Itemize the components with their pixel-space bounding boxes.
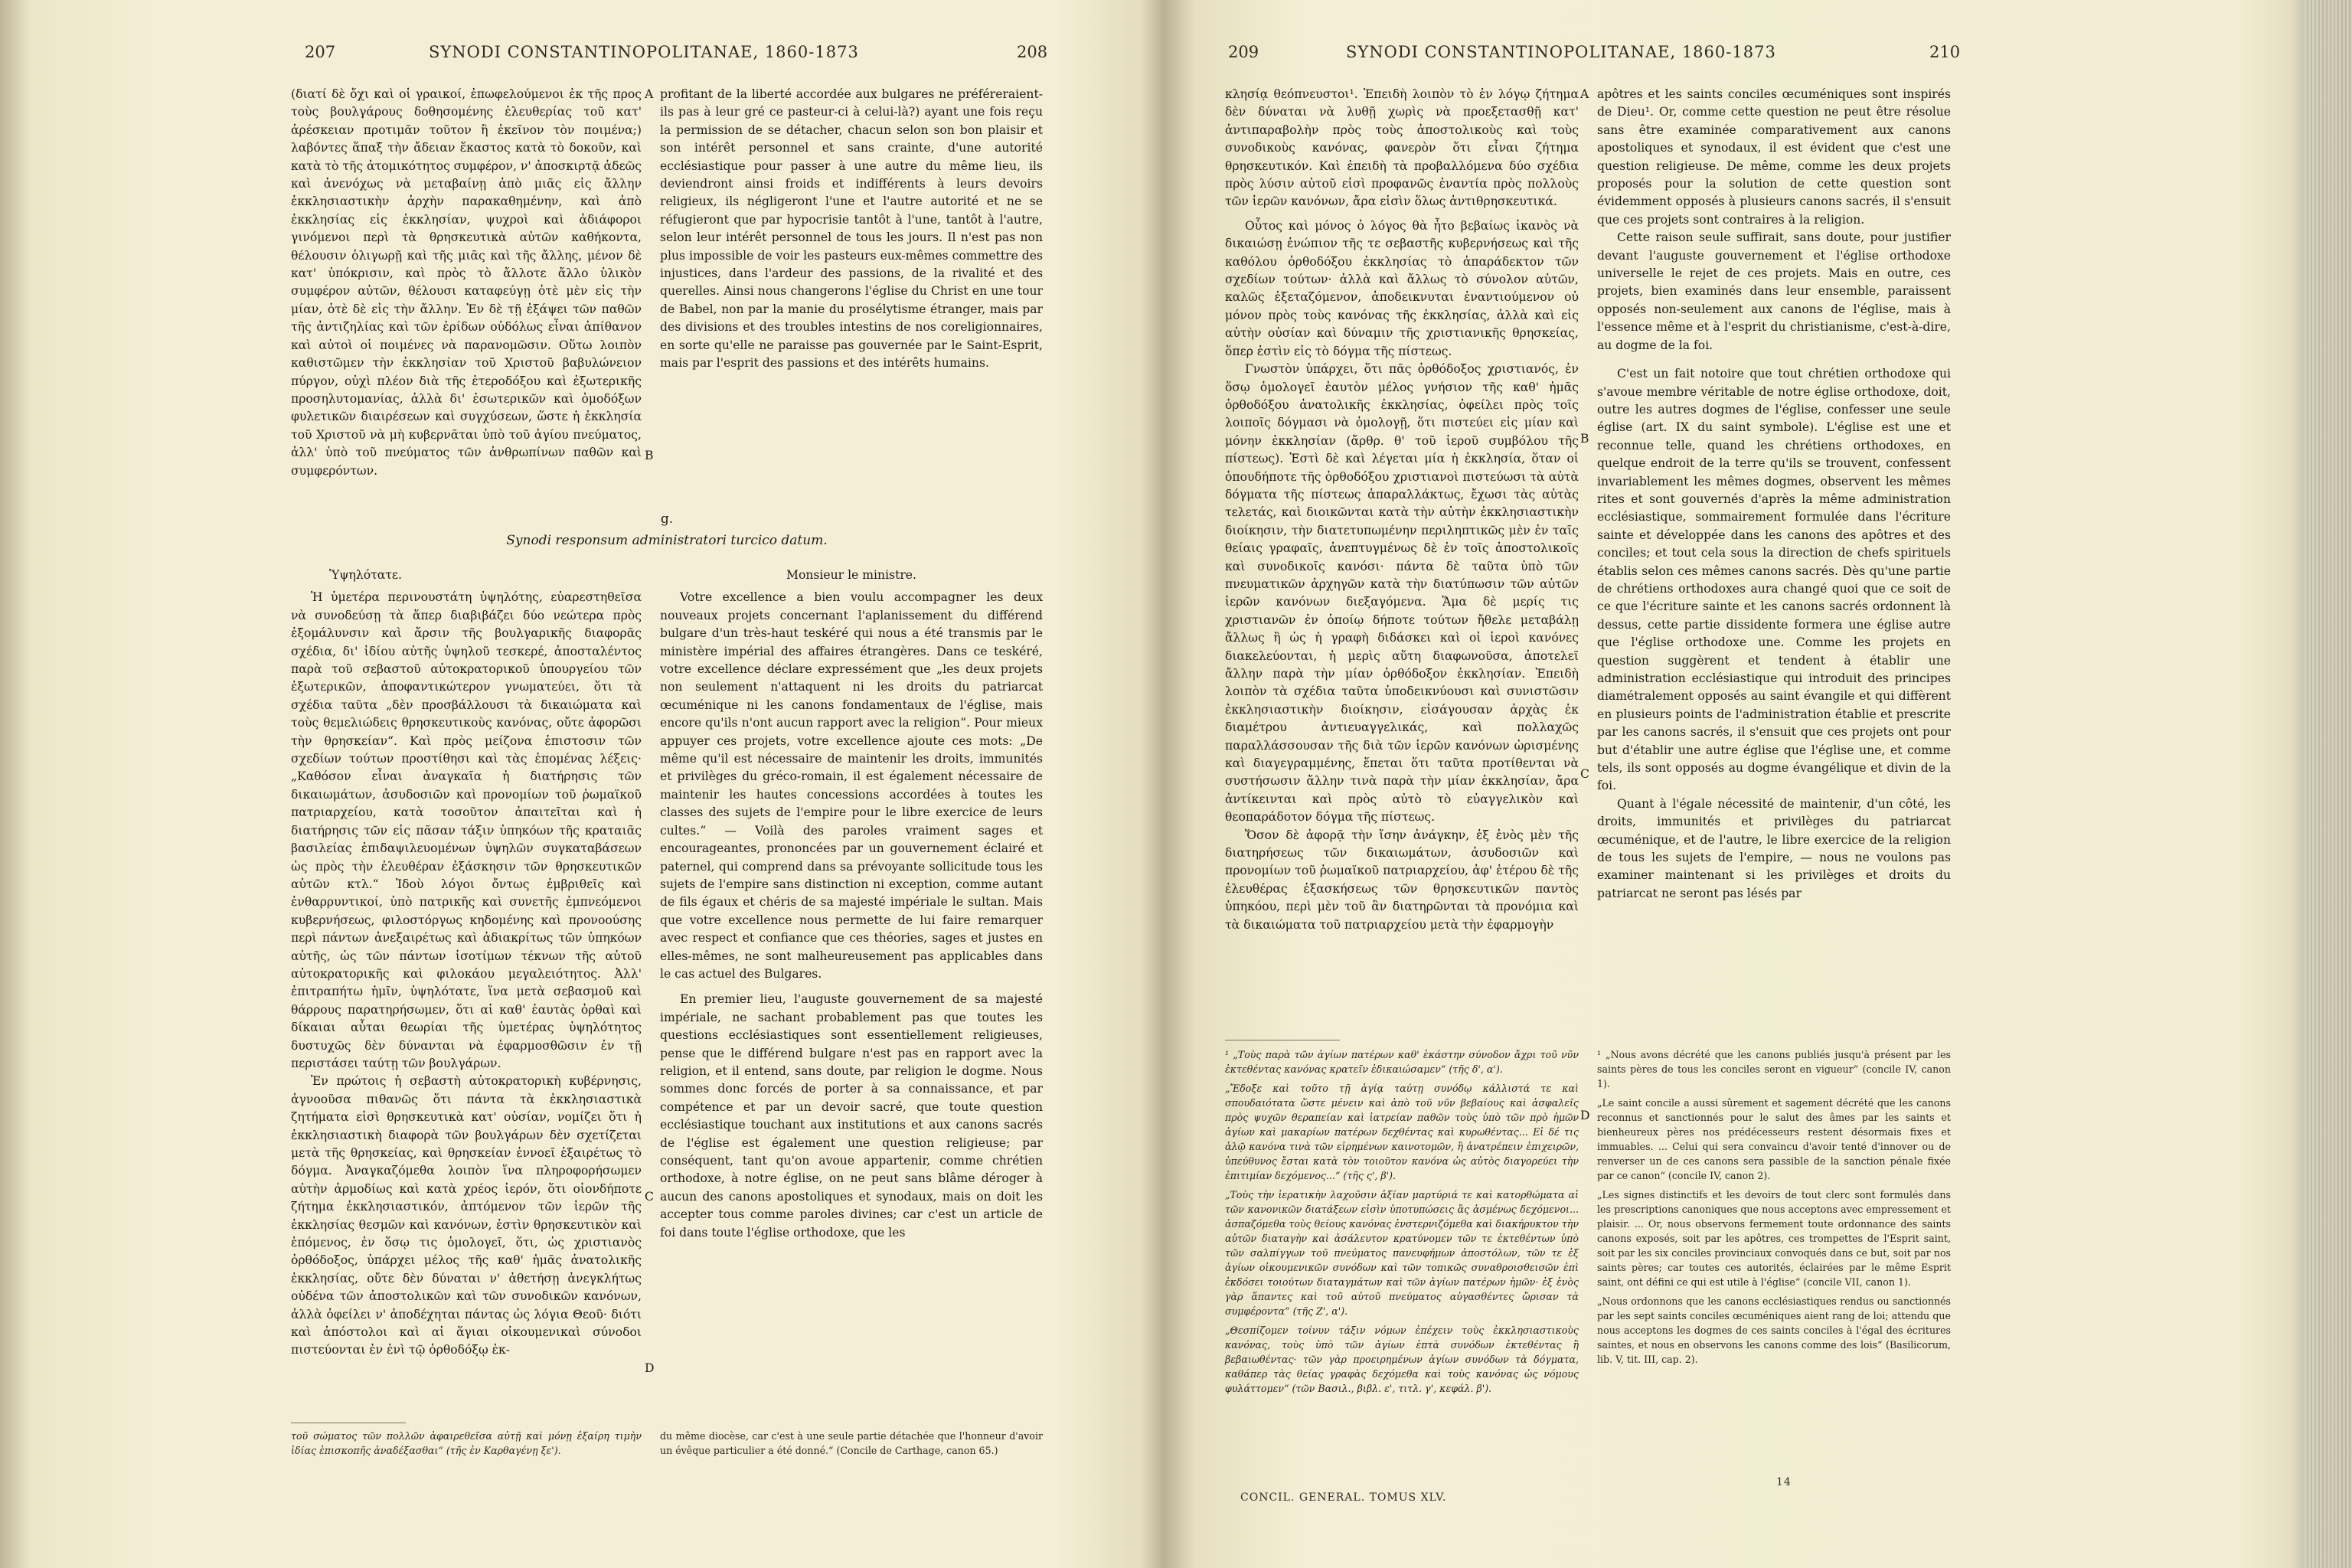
page-number: 208 [1017,43,1048,61]
section-number: g. [660,511,674,527]
margin-marker: B [1580,432,1589,446]
section-title: Synodi responsum administratori turcico datum. [506,533,828,548]
footnote-text: τοῦ σώματος τῶν πολλῶν ἀφαιρεθεῖσα αὐτῇ καὶ μόνῃ ἐξαίρη τιμὴν ἰδίας ἐπισκοπῆς ἀναδέξασθαι“ (τῆς ἐν Καρθαγένῃ ξε'). [291,1430,642,1456]
footnote-text: „Nous ordonnons que les canons ecclésiastiques rendus ou sanctionnés par les sept saints conciles œcuméniques aient rang de loi; attendu que nous acceptons les dogmes de ces saints conciles à l'égal des écritures saintes, et nous en observons les canons comme des lois“ (Basilicorum, lib. V, tit. III, cap. 2). [1597,1295,1951,1365]
greek-paragraph: κλησίᾳ θεόπνευστοι¹. Ἐπειδὴ λοιπὸν τὸ ἐν λόγῳ ζήτημα δὲν δύναται νὰ λυθῇ χωρὶς νὰ προεξετασθῇ κατ' ἀντιπαραβολὴν πρὸς τοὺς ἀποστολικοὺς καὶ τοὺς συνοδικοὺς κανόνας, φανερὸν ὅτι εἶναι ζήτημα θρησκευτικόν. Καὶ ἐπειδὴ τὰ προβαλλόμενα δύο σχέδια πρὸς λύσιν αὐτοῦ εἰσὶ προφανῶς ἐναντία πρὸς πολλοὺς τῶν ἱερῶν κανόνων, ἄρα εἰσὶν ὅλως ἀντιθρησκευτικά. [1225,87,1579,209]
french-paragraph: apôtres et les saints conciles œcuméniques sont inspirés de Dieu¹. Or, comme cette question ne peut être résolue sans être examinée comparativement aux canons apostoliques et synodaux, il est évident que c'est une question religieuse. De même, comme les deux projets proposés pour la solution de cette question sont évidemment opposés à plusieurs canons sacrés, il s'ensuit que ces projets sont contraires à la religion. [1597,87,1951,227]
greek-paragraph: Ἐν πρώτοις ἡ σεβαστὴ αὐτοκρατορικὴ κυβέρνησις, ἀγνοοῦσα πιθανῶς ὅτι πάντα τὰ ἐκκλησιαστικὰ ζητήματα εἰσὶ θρησκευτικὰ κατ' οὐσίαν, νομίζει ὅτι ἡ ἐκκλησιαστικὴ διαφορὰ τῶν βουλγάρων δὲν σχετίζεται μετὰ τῆς θρησκείας, καὶ θρησκείαν ἐννοεῖ ἐξαιρέτως τὸ δόγμα. Ἀναγκαζόμεθα λοιπὸν ἵνα πληροφορήσωμεν αὐτὴν ἁρμοδίως καὶ κατὰ χρέος ἱερόν, ὅτι οἱονδήποτε ζήτημα ἐκκλησιαστικόν, ἀπτόμενον τῶν ἱερῶν τῆς ἐκκλησίας θεσμῶν καὶ κανόνων, ἐστὶν θρησκευτικὸν καὶ ἑπόμενος, ἐν ὅσῳ τις ὁμολογεῖ, ὅτι, ὡς χριστιανὸς ὀρθόδοξος, ὑπάρχει μέλος τῆς καθ' ἡμᾶς ἀνατολικῆς ἐκκλησίας, οὔτε δὲν δύναται ν' ἀθετήσῃ ἀνεγκλήτως οὐδένα τῶν ἀποστολικῶν καὶ τῶν συνοδικῶν κανόνων, ἀλλὰ ὀφείλει ν' ἀποδέχηται πάντας ὡς λόγια Θεοῦ· διότι καὶ ἀπόστολοι καὶ αἱ ἅγιαι οἰκουμενικαὶ σύνοδοι πιστεύονται ἐν ἑνὶ τῷ ὀρθοδόξῳ ἐκ- [291,1074,642,1357]
french-column [1597,86,1951,903]
greek-salutation: Ὑψηλότατε. [329,568,402,582]
running-head: SYNODI CONSTANTINOPOLITANAE, 1860-1873 [1346,43,1776,61]
footnote-text: „Θεσπίζομεν τοίνυν τάξιν νόμων ἐπέχειν τοὺς ἐκκλησιαστικοὺς κανόνας, τοὺς ὑπὸ τῶν ἁγίων ἑπτὰ συνόδων ἐκτεθέντας ἢ βεβαιωθέντας· τῶν γὰρ προειρημένων ἁγίων συνόδων τὰ δόγματα, καθάπερ τὰς θείας γραφὰς δεχόμεθα καὶ τοὺς κανόνας ὡς νόμους φυλάττομεν“ (τῶν Βασιλ., βιβλ. ε', τιτλ. γ', κεφάλ. β'). [1225,1325,1579,1394]
running-head: SYNODI CONSTANTINOPOLITANAE, 1860-1873 [429,43,859,61]
greek-footnotes [1225,1047,1579,1400]
margin-marker: A [1580,87,1589,101]
footnote-text: „Ἔδοξε καὶ τοῦτο τῇ ἁγίᾳ ταύτῃ συνόδῳ κάλλιστά τε καὶ σπουδαιότατα ὥστε μένειν καὶ ἀπὸ τοῦ νῦν βεβαίους καὶ ἀσφαλεῖς πρὸς ψυχῶν θεραπείαν καὶ ἰατρείαν παθῶν τοὺς ὑπὸ τῶν πρὸ ἡμῶν ἁγίων καὶ μακαρίων πατέρων δεχθέντας καὶ κυρωθέντας... Εἰ δέ τις ἁλῷ κανόνα τινὰ τῶν εἰρημένων καινοτομῶν, ἢ ἀνατρέπειν ἐπιχειρῶν, ὑπεύθυνος ἔσται κατὰ τὸν τοιοῦτον κανόνα ὡς αὐτὸς διαγορεύει τὴν ἐπιτιμίαν δεχόμενος...“ (τῆς ς', β'). [1225,1083,1579,1181]
french-paragraph: profitant de la liberté accordée aux bulgares ne préféreraient-ils pas à leur gré ce pasteur-ci à celui-là?) ayant une fois reçu la permission de se détacher, chacun selon son bon plaisir et son intérêt personnel et sans crainte, d'une autorité ecclésiastique pour passer à une autre du même lieu, ils deviendront ainsi froids et indifférents à leurs devoirs religieux, ils négligeront l'une et l'autre autorité et ne se réfugieront que par hypocrisie tantôt à l'une, tantôt à l'autre, selon leur intérêt personnel de tous les jours. Il n'est pas non plus impossible de voir les pasteurs eux-mêmes commettre des injustices, dans l'ardeur des passions, de la rivalité et des querelles. Ainsi nous changerons l'église du Christ en une tour de Babel, non par la manie du prosélytisme étranger, mais par des divisions et des troubles intestins de nos coreligionnaires, en sorte qu'elle ne paraisse pas gouvernée par le Saint-Esprit, mais par l'esprit des passions et des intérêts humains. [660,87,1043,371]
margin-marker: C [645,1190,654,1204]
french-footnote [660,1429,1043,1462]
margin-marker: D [645,1361,655,1375]
signature-number: 14 [1776,1476,1792,1488]
footnote-text: „Les signes distinctifs et les devoirs de tout clerc sont formulés dans les prescriptions canoniques que nous acceptons avec empressement et plaisir. ... Or, nous observons fermement toute ordonnance des saints canons exposés, soit par les apôtres, ces trompettes de l'Esprit saint, soit par les six conciles provinciaux convoqués dans ce but, soit par nos saints pères; car toutes ces autorités, éclairées par le même Esprit saint, ont défini ce qui est utile à l'église“ (concile VII, canon 1). [1597,1189,1951,1288]
greek-footnote [291,1429,642,1462]
greek-paragraph: Ὅσον δὲ ἀφορᾷ τὴν ἴσην ἀνάγκην, ἐξ ἑνὸς μὲν τῆς διατηρήσεως τῶν δικαιωμάτων, ἀσυδοσιῶν καὶ προνομίων τοῦ ῥωμαϊκοῦ πατριαρχείου, ἀφ' ἑτέρου δὲ τῆς ἐλευθέρας ἐξασκήσεως τῶν θρησκευτικῶν παντὸς ὑπηκόου, περὶ μὲν τοῦ ἂν διατηρῶνται τὰ προνόμια καὶ τὰ δικαιώματα τοῦ πατριαρχείου μετὰ τὴν ἐφαρμογὴν [1225,828,1579,932]
left-page [0,0,1164,1568]
footnote-text: ¹ „Τοὺς παρὰ τῶν ἁγίων πατέρων καθ' ἑκάστην σύνοδον ἄχρι τοῦ νῦν ἐκτεθέντας κανόνας κρατεῖν ἐδικαιώσαμεν“ (τῆς δ', α'). [1225,1049,1579,1075]
greek-paragraph: Γνωστὸν ὑπάρχει, ὅτι πᾶς ὀρθόδοξος χριστιανός, ἐν ὅσῳ ὁμολογεῖ ἑαυτὸν μέλος γνήσιον τῆς καθ' ἡμᾶς ὀρθοδόξου ἀνατολικῆς ἐκκλησίας, ὀφείλει πρὸς τοῖς λοιποῖς δόγμασι νὰ ὁμολογῇ, ὅτι πιστεύει εἰς μίαν καὶ μόνην ἐκκλησίαν (ἄρθρ. θ' τοῦ ἱεροῦ συμβόλου τῆς πίστεως). Ἐστὶ δὲ καὶ λέγεται μία ἡ ἐκκλησία, ὅταν οἱ ὁπουδήποτε τῆς ὀρθοδόξου χριστιανοὶ πιστεύωσι τὰ αὐτὰ δόγματα τῆς πίστεως ἀπαραλλάκτως, ἔχωσι τὰς αὐτὰς τελετάς, καὶ διοικῶνται κατὰ τὴν αὐτὴν ἐκκλησιαστικὴν διοίκησιν, τὴν διατετυπωμένην περιληπτικῶς μὲν ἐν ταῖς θείαις γραφαῖς, ἀνεπτυγμένως δὲ ἐν τοῖς ἀποστολικοῖς καὶ συνοδικοῖς κανόσι· πάντα δὲ ταῦτα ὑπὸ τῶν πνευματικῶν ἀρχηγῶν κατὰ τὴν διατύπωσιν τῶν αὐτῶν ἱερῶν κανόνων διεξαγόμενα. Ἅμα δὲ μερίς τις χριστιανῶν ἐν ὁποίῳ δήποτε τούτων ἤθελε μεταβάλῃ ἄλλως ἢ ὡς ἡ γραφὴ διδάσκει καὶ οἱ ἱεροὶ κανόνες διακελεύονται, ἡ μερὶς αὕτη διαφωνοῦσα, ἀποτελεῖ ἄλλην παρὰ τὴν μίαν ὀρθόδοξον ἐκκλησίαν. Ἐπειδὴ λοιπὸν τὰ σχέδια ταῦτα ὑποδεικνύουσι καὶ συνιστῶσιν ἐκκλησιαστικὴν διοίκησιν, εἰσάγουσαν ἀρχὰς ἐκ διαμέτρου ἀντιευαγγελικάς, καὶ πολλαχῶς παραλλάσσουσαν τῆς διὰ τῶν ἱερῶν κανόνων ὡρισμένης καὶ διαγεγραμμένης, ἕπεται ὅτι ταῦτα προτίθενται νὰ συστήσωσιν ἄλλην τινὰ παρὰ τὴν μίαν ἐκκλησίαν, ἄρα ἀντίκεινται καὶ πρὸς αὐτὸ τὸ εὐαγγελικὸν καὶ θεοπαράδοτον δόγμα τῆς πίστεως. [1225,362,1579,825]
page-number: 209 [1228,43,1259,61]
page-number: 210 [1929,43,1961,61]
french-paragraph: En premier lieu, l'auguste gouvernement de sa majesté impériale, ne sachant probablement pas que toutes les questions ecclésiastiques sont essentiellement religieuses, pense que le différend bulgare n'est pas en rapport avec la religion, et il entend, sans doute, par religion le dogme. Nous sommes donc forcés de porter à sa connaissance, et par compétence et par un devoir sacré, que toute question ecclésiastique touchant aux institutions et aux canons sacrés de l'église est également une question religieuse; par conséquent, tant qu'on avoue appartenir, comme chrétien orthodoxe, à notre église, on ne peut sans blâme déroger à aucun des canons apostoliques et synodaux, mais on doit les accepter tous comme paroles divines; car c'est un article de foi dans toute l'église orthodoxe, que les [660,992,1043,1240]
french-paragraph: Votre excellence a bien voulu accompagner les deux nouveaux projets concernant l'aplanissement du différend bulgare d'un très-haut teskéré qui nous a été transmis par le ministère impérial des affaires étrangères. Dans ce teskéré, votre excellence déclare expressément que „les deux projets non seulement n'attaquent ni les droits du patriarcat œcuménique ni les canons fondamentaux de l'église, mais encore qu'ils n'ont aucun rapport avec la religion“. Pour mieux appuyer ces projets, votre excellence ajoute ces mots: „De même qu'il est nécessaire de maintenir les droits, immunités et privilèges du gréco-romain, il est également nécessaire de maintenir les hautes concessions accordées à toutes les classes des sujets de l'empire pour le libre exercice de leurs cultes.“ — Voilà des paroles vraiment sages et encourageantes, prononcées par un gouvernement éclairé et paternel, qui comprend dans sa prévoyante sollicitude tous les sujets de l'empire sans distinction ni exception, comme autant de fils égaux et chéris de sa majesté impériale le sultan. Mais que votre excellence nous permette de lui faire remarquer avec respect et confiance que ces théories, sages et justes en elles-mêmes, ne sont malheureusement pas applicables dans le cas actuel des Bulgares. [660,590,1043,981]
greek-paragraph: Οὗτος καὶ μόνος ὁ λόγος θὰ ἦτο βεβαίως ἱκανὸς νὰ δικαιώσῃ ἐνώπιον τῆς τε σεβαστῆς κυβερνήσεως καὶ τῆς καθόλου ὀρθοδόξου ἐκκλησίας τὸ ἀπαράδεκτον τῶν σχεδίων τούτων· ἀλλὰ καὶ ἄλλως τὸ σύνολον αὐτῶν, καλῶς ἐξεταζόμενον, ἀποδεικνυται ἐναντιούμενον οὐ μόνον πρὸς τοὺς κανόνας τῆς ἐκκλησίας, ἀλλὰ καὶ εἰς αὐτὴν οὐσίαν καὶ δύναμιν τῆς χριστιανικῆς θρησκείας, ὅπερ ἐστὶν εἰς τὸ δόγμα τῆς πίστεως. [1225,218,1579,358]
french-paragraph: C'est un fait notoire que tout chrétien orthodoxe qui s'avoue membre véritable de notre église orthodoxe, doit, outre les autres dogmes de l'église, confesser une seule église (art. IX du saint symbole). L'église est une et reconnue telle, quand les chrétiens orthodoxes, en quelque endroit de la terre qu'ils se trouvent, confessent invariablement les mêmes dogmes, observent les mêmes rites et sont gouvernés d'après la même administration ecclésiastique, sommairement formulée dans l'écriture sainte et développée dans les canons des apôtres et des conciles; et tout cela sous la direction de chefs spirituels établis selon ces mêmes canons sacrés. Dès qu'une partie de chrétiens orthodoxes aura changé quoi que ce soit de ce que l'écriture sainte et les canons sacrés ordonnent là dessus, cette partie dissidente formera une église autre que l'église orthodoxe une. Comme les projets en question suggèrent et tendent à établir une administration ecclésiastique qui introduit des principes diamétralement opposés au saint évangile et qui diffèrent en plusieurs points de l'administration établie et prescrite par les canons sacrés, il s'ensuit que ces projets ont pour but d'établir une autre église que l'église une, et comme tels, ils sont opposés au dogme évangélique et divin de la foi. [1597,367,1951,793]
greek-column-body [291,567,642,1360]
greek-paragraph: (διατί δὲ ὄχι καὶ οἱ γραικοί, ἐπωφελούμενοι ἐκ τῆς προς τοὺς βουλγάρους δοθησομένης ἐλευθερίας τοῦ κατ' ἀρέσκειαν προτιμᾶν τοῦτον ἢ ἐκεῖνον τὸν ποιμένα;) λαβόντες ἅπαξ τὴν ἄδειαν ἕκαστος κατὰ τὸ δοκοῦν, καὶ κατὰ τὸ τῆς ἀτομικότητος συμφέρον, ν' ἀποσκιρτᾷ ἀδεῶς καὶ ἀνενόχως νὰ μεταβαίνῃ ἀπὸ μιᾶς εἰς ἄλλην ἐκκλησιαστικὴν ἀρχὴν παρακαθημένην, καὶ ἀπὸ ἐκκλησίας εἰς ἐκκλησίαν, ψυχροὶ καὶ ἀδιάφοροι γινόμενοι περὶ τὰ θρησκευτικὰ αὐτῶν καθήκοντα, θέλουσιν ὁλιγωρῇ καὶ τῆς μιᾶς καὶ τῆς ἄλλης, μένον δὲ κατ' ὑπόκρισιν, καὶ πρὸς τὸ ἄλλοτε ἄλλο ὑλικὸν συμφέρον αὐτῶν, θέλουσι καταφεύγῃ ὁτὲ μὲν εἰς τὴν μίαν, ὁτὲ δὲ εἰς τὴν ἄλλην. Ἐν δὲ τῇ ἐξάψει τῶν παθῶν τῆς ἀντιζηλίας καὶ τῶν ἐρίδων οὐδόλως εἶναι ἀπίθανον καὶ αὐτοὶ οἱ ποιμένες νὰ παρανομῶσιν. Οὕτω λοιπὸν καθιστῶμεν τὴν ἐκκλησίαν τοῦ Χριστοῦ βαβυλώνειον πύργον, οὐχὶ πλέον διὰ τῆς ἑτεροδόξου καὶ ἐξωτερικῆς προσηλυτομανίας, ἀλλὰ δι' ἐσωτερικῶν καὶ ὁμοδόξων φυλετικῶν διαιρέσεων καὶ συγχύσεων, ὥστε ἡ ἐκκλησία τοῦ Χριστοῦ νὰ μὴ κυβερνᾶται ὑπὸ τοῦ ἁγίου πνεύματος, ἀλλ' ὑπὸ τοῦ πνεύματος τῶν ἀνθρωπίνων παθῶν καὶ συμφερόντων. [291,87,642,478]
margin-marker: B [645,449,654,462]
greek-column-top [291,86,642,480]
margin-marker: D [1580,1109,1590,1122]
signature-mark: CONCIL. GENERAL. TOMUS XLV. [1240,1491,1447,1504]
right-page [1164,0,2312,1568]
greek-paragraph: Ἡ ὑμετέρα περινουστάτη ὑψηλότης, εὐαρεστηθεῖσα νὰ συνοδεύσῃ τὰ ἅπερ διαβιβάζει δύο νεώτερα πρὸς ἐξομάλυνσιν καὶ ἄρσιν τῆς βουλγαρικῆς διαφορᾶς σχέδια, δι' ἰδίου αὐτῆς ὑψηλοῦ τεσκερέ, ἀποσταλέντος παρὰ τοῦ σεβαστοῦ αὐτοκρατορικοῦ ὑπουργείου τῶν ἐξωτερικῶν, ἀποφαντικώτερον γνωματεύει, ὅτι τὰ σχέδια ταῦτα „δὲν προσβάλλουσι τὰ δικαιώματα καὶ τοὺς θεμελιώδεις θρησκευτικοὺς κανόνας, οὔτε ἀφορῶσι τὴν θρησκείαν“. Καὶ πρὸς μείζονα ἐπιστοσιν τῶν σχεδίων τούτων προστίθησι καὶ τὰς ἑπομένας λέξεις· „Καθόσον εἶναι ἀναγκαῖα ἡ διατήρησις τῶν δικαιωμάτων, ἀσυδοσιῶν καὶ προνομίων τοῦ ῥωμαϊκοῦ πατριαρχείου, κατὰ τοσοῦτον ἀπαιτεῖται καὶ ἡ διατήρησις τῶν εἰς πᾶσαν τάξιν ὑπηκόων τῆς κραταιᾶς βασιλείας ἐπιδαψιλευομένων ὑψηλῶν συγκαταβάσεων ὡς πρὸς τὴν ἐλευθέραν ἐξάσκησιν τῶν θρησκευτικῶν αὐτῶν κτλ.“ Ἰδοὺ λόγοι ὄντως ἐμβριθεῖς καὶ ἐνθαρρυντικοί, ὑπὸ πατρικῆς καὶ συνετῆς ἐμπνεόμενοι κυβερνήσεως, φιλοστόργως κηδομένης καὶ προνοούσης περὶ πάντων ἀνεξαιρέτως καὶ ἀδιακρίτως τῶν ὑπηκόων αὐτῆς, ὡς τῶν πάντων ἰσοτίμων τέκνων τῆς αὐτοῦ αὐτοκρατορικῆς καὶ φιλοκάου μεγαλειότητος. Ἀλλ' ἐπιτραπήτω ἡμῖν, ὑψηλότατε, ἵνα μετὰ σεβασμοῦ καὶ θάρρους παρατηρήσωμεν, ὅτι αἱ καθ' ἑαυτὰς ὀρθαὶ καὶ δίκαιαι αὗται θεωρίαι τῆς ὑμετέρας ὑψηλότητος δυστυχῶς δὲν δύνανται νὰ ἐφαρμοσθῶσιν ἐν τῇ περιστάσει ταύτῃ τῶν βουλγάρων. [291,590,642,1070]
footnote-text: „Τοὺς τὴν ἱερατικὴν λαχοῦσιν ἀξίαν μαρτύριά τε καὶ κατορθώματα αἱ τῶν κανονικῶν διατάξεων εἰσὶν ὑποτυπώσεις ἃς ἀσμένως δεχόμενοι... ἀσπαζόμεθα τοὺς θείους κανόνας ἐνστερνιζόμεθα καὶ διακήρυκτον τὴν αὐτῶν διαταγὴν καὶ ἀσάλευτον κρατύνομεν τῶν τε ἐκτεθέντων ὑπὸ τῶν σαλπίγγων τοῦ πνεύματος πανευφήμων ἀποστόλων, τῶν τε ἐξ ἁγίων οἰκουμενικῶν συνόδων καὶ τῶν τοπικῶς συναθροισθεισῶν ἐπὶ ἐκδόσει τοιούτων διαταγμάτων καὶ τῶν ἁγίων πατέρων ἡμῶν· ἐξ ἑνὸς γὰρ ἅπαντες καὶ τοῦ αὐτοῦ πνεύματος αὐγασθέντες ὥρισαν τὰ συμφέροντα“ (τῆς Ζ', α'). [1225,1189,1579,1317]
footnote-text: ¹ „Nous avons décrété que les canons publiés jusqu'à présent par les saints pères de tous les conciles seront en vigueur“ (concile IV, canon 1). [1597,1049,1951,1089]
french-paragraph: Cette raison seule suffirait, sans doute, pour justifier devant l'auguste gouvernement et l'église orthodoxe universelle le rejet de ces projets. Mais en outre, ces projets, bien examinés dans leur ensemble, paraissent opposés non-seulement aux canons de l'église, mais à l'essence même et à l'esprit du christianisme, c'est-à-dire, au dogme de la foi. [1597,230,1951,352]
footnote-text: „Le saint concile a aussi sûrement et sagement décrété que les canons reconnus et sanctionnés pour le salut des âmes par les saints et bienheureux pères nos prédécesseurs restent désormais fixes et immuables. ... Celui qui sera convaincu d'avoir tenté d'innover ou de renverser un de ces canons sera passible de la sanction pénale fixée par ce canon“ (concile IV, canon 2). [1597,1097,1951,1181]
footnote-text: du même diocèse, car c'est à une seule partie détachée que l'honneur d'avoir un évêque particulier a été donné.“ (Concile de Carthage, canon 65.) [660,1430,1043,1456]
greek-column [1225,86,1579,934]
french-paragraph: Quant à l'égale nécessité de maintenir, d'un côté, les droits, immunités et privilèges du patriarcat œcuménique, et de l'autre, le libre exercice de la religion de tous les sujets de l'empire, — nous ne voulons pas examiner maintenant si les privilèges et droits du patriarcat ne seront pas lésés par [1597,796,1951,900]
margin-marker: C [1580,767,1589,781]
margin-marker: A [645,87,654,101]
french-column-top [660,86,1043,373]
french-salutation: Monsieur le ministre. [786,568,916,582]
page-number: 207 [305,43,336,61]
french-footnotes [1597,1047,1951,1371]
french-column-body [660,567,1043,1242]
